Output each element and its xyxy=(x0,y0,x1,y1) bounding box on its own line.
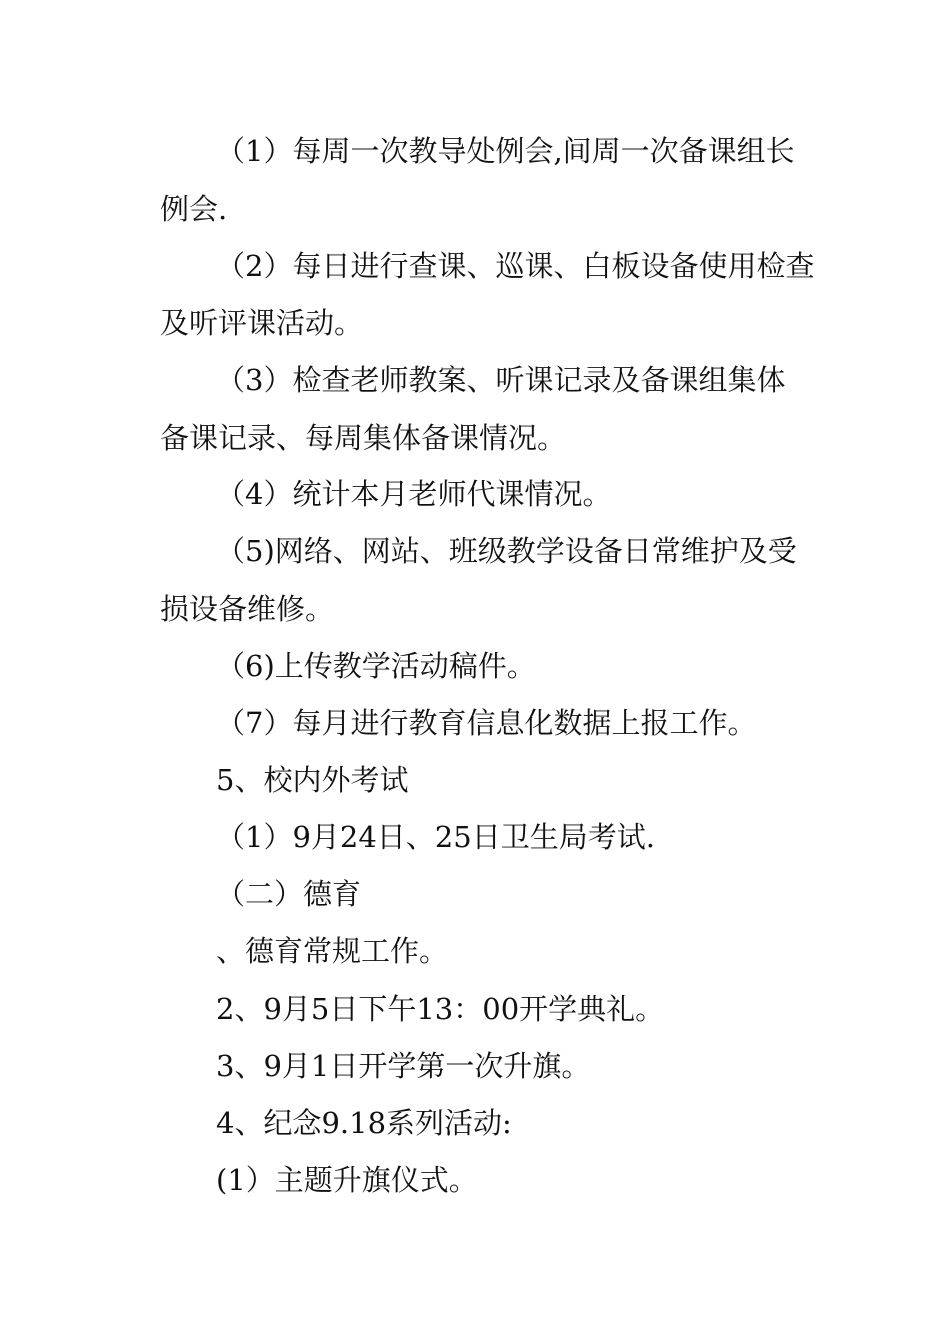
text-line: （6)上传教学活动稿件。 xyxy=(216,649,536,683)
text-line: （7）每月进行教育信息化数据上报工作。 xyxy=(216,706,757,740)
text-line: 及听评课活动。 xyxy=(160,306,364,340)
text-line: 例会. xyxy=(160,192,228,226)
text-line: (1）主题升旗仪式。 xyxy=(216,1163,478,1197)
text-line: 、德育常规工作。 xyxy=(216,934,449,968)
text-line: （1）每周一次教导处例会,间周一次备课组长 xyxy=(216,134,795,168)
text-line: （二）德育 xyxy=(216,877,362,911)
text-line: （3）检查老师教案、听课记录及备课组集体 xyxy=(216,363,786,397)
text-line: （4）统计本月老师代课情况。 xyxy=(216,477,612,511)
text-line: 备课记录、每周集体备课情况。 xyxy=(160,421,567,455)
text-line: 3、9月1日开学第一次升旗。 xyxy=(216,1049,591,1083)
text-line: （2）每日进行查课、巡课、白板设备使用检查 xyxy=(216,249,815,283)
text-line: 4、纪念9.18系列活动: xyxy=(216,1106,512,1140)
text-line: 2、9月5日下午13：00开学典礼。 xyxy=(216,992,665,1026)
text-line: 损设备维修。 xyxy=(160,592,335,626)
text-line: （5)网络、网站、班级教学设备日常维护及受 xyxy=(216,534,797,568)
text-line: （1）9月24日、25日卫生局考试. xyxy=(216,820,655,854)
text-line: 5、校内外考试 xyxy=(216,763,409,797)
